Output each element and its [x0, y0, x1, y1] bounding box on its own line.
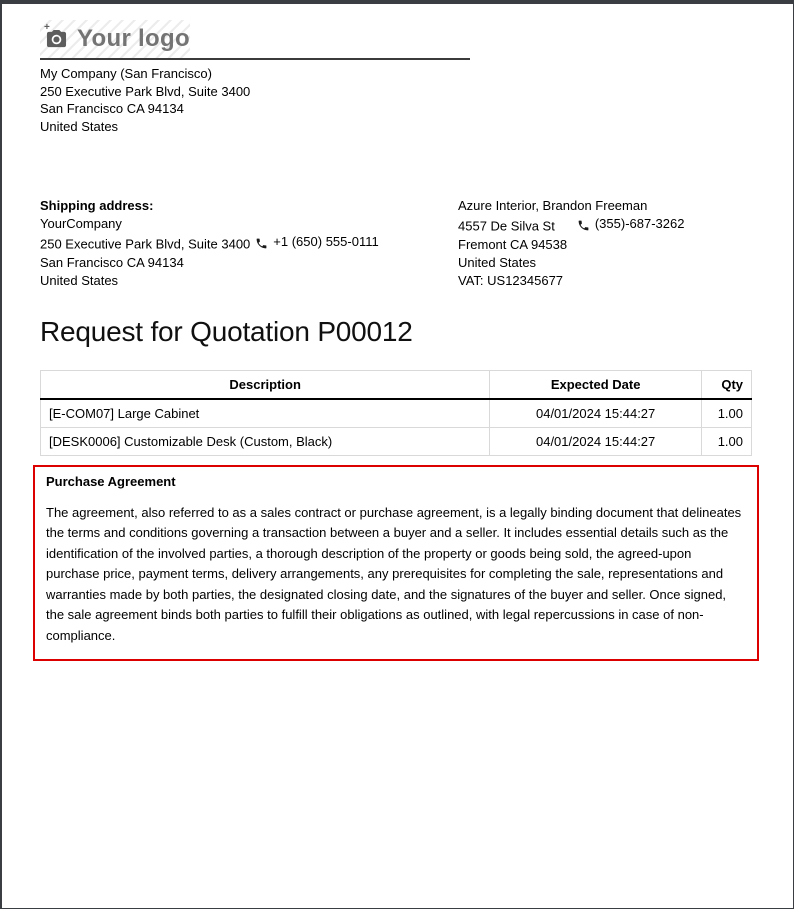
customer-vat: VAT: US12345677 [458, 272, 564, 288]
phone-icon [255, 237, 268, 250]
col-header-expected-date: Expected Date [490, 370, 702, 399]
customer-street: 4557 De Silva St [458, 218, 555, 234]
seller-name: My Company (San Francisco) [40, 66, 212, 81]
col-header-description: Description [41, 370, 490, 399]
addresses-row [40, 197, 751, 290]
logo-text: Your logo [77, 25, 190, 52]
cell-expected-date: 04/01/2024 15:44:27 [490, 399, 702, 428]
customer-phone [577, 215, 685, 233]
customer-phone-number: (355)-687-3262 [594, 216, 685, 231]
camera-plus-glyph: + [44, 21, 50, 33]
shipping-phone-number: +1 (650) 555-0111 [273, 234, 379, 249]
customer-country: United States [458, 254, 537, 270]
cell-expected-date: 04/01/2024 15:44:27 [490, 427, 702, 455]
shipping-street-line [40, 233, 458, 254]
shipping-address-block [40, 197, 458, 290]
shipping-name: YourCompany [40, 216, 122, 231]
purchase-agreement-box [33, 465, 759, 662]
phone-icon [577, 219, 590, 232]
shipping-phone [255, 233, 378, 251]
agreement-heading: Purchase Agreement [46, 473, 176, 489]
order-lines-table [40, 370, 752, 456]
shipping-street: 250 Executive Park Blvd, Suite 3400 [40, 236, 251, 252]
shipping-country: United States [40, 272, 119, 288]
cell-description: [E-COM07] Large Cabinet [41, 399, 490, 428]
cell-qty: 1.00 [702, 427, 752, 455]
shipping-label: Shipping address: [40, 198, 154, 213]
table-row [41, 399, 752, 428]
table-header-row [41, 370, 752, 399]
seller-street: 250 Executive Park Blvd, Suite 3400 [40, 83, 251, 99]
agreement-body: The agreement, also referred to as a sales contract or purchase agreement, is a legally binding document that delineates the terms and conditions governing a transaction between a buyer and a seller. It includes essential details such as the identification of the involved parties, a thorough description of the property or goods being sold, the agreed-upon purchase price, payment terms, delivery arrangements, any prerequisites for completing the sale, representations and warranties made by both parties, the designated closing date, and the signatures of the buyer and seller. Once signed, the sale agreement binds both parties to fulfill their obligations as outlined, with legal repercussions in case of non-compliance. [46, 504, 742, 643]
customer-street-line [458, 215, 751, 236]
seller-address-block [40, 65, 751, 135]
seller-country: United States [40, 118, 119, 134]
col-header-qty: Qty [702, 370, 752, 399]
customer-city: Fremont CA 94538 [458, 236, 568, 252]
cell-qty: 1.00 [702, 399, 752, 428]
document-page [2, 4, 793, 908]
customer-address-block [458, 197, 751, 290]
page-content [2, 4, 793, 661]
cell-description: [DESK0006] Customizable Desk (Custom, Black) [41, 427, 490, 455]
logo-placeholder [40, 20, 190, 58]
seller-city: San Francisco CA 94134 [40, 101, 184, 116]
report-header [40, 20, 470, 60]
shipping-city: San Francisco CA 94134 [40, 254, 184, 270]
page-title: Request for Quotation P00012 [40, 315, 413, 347]
table-row [41, 427, 752, 455]
camera-icon [44, 21, 68, 50]
customer-name: Azure Interior, Brandon Freeman [458, 198, 648, 213]
